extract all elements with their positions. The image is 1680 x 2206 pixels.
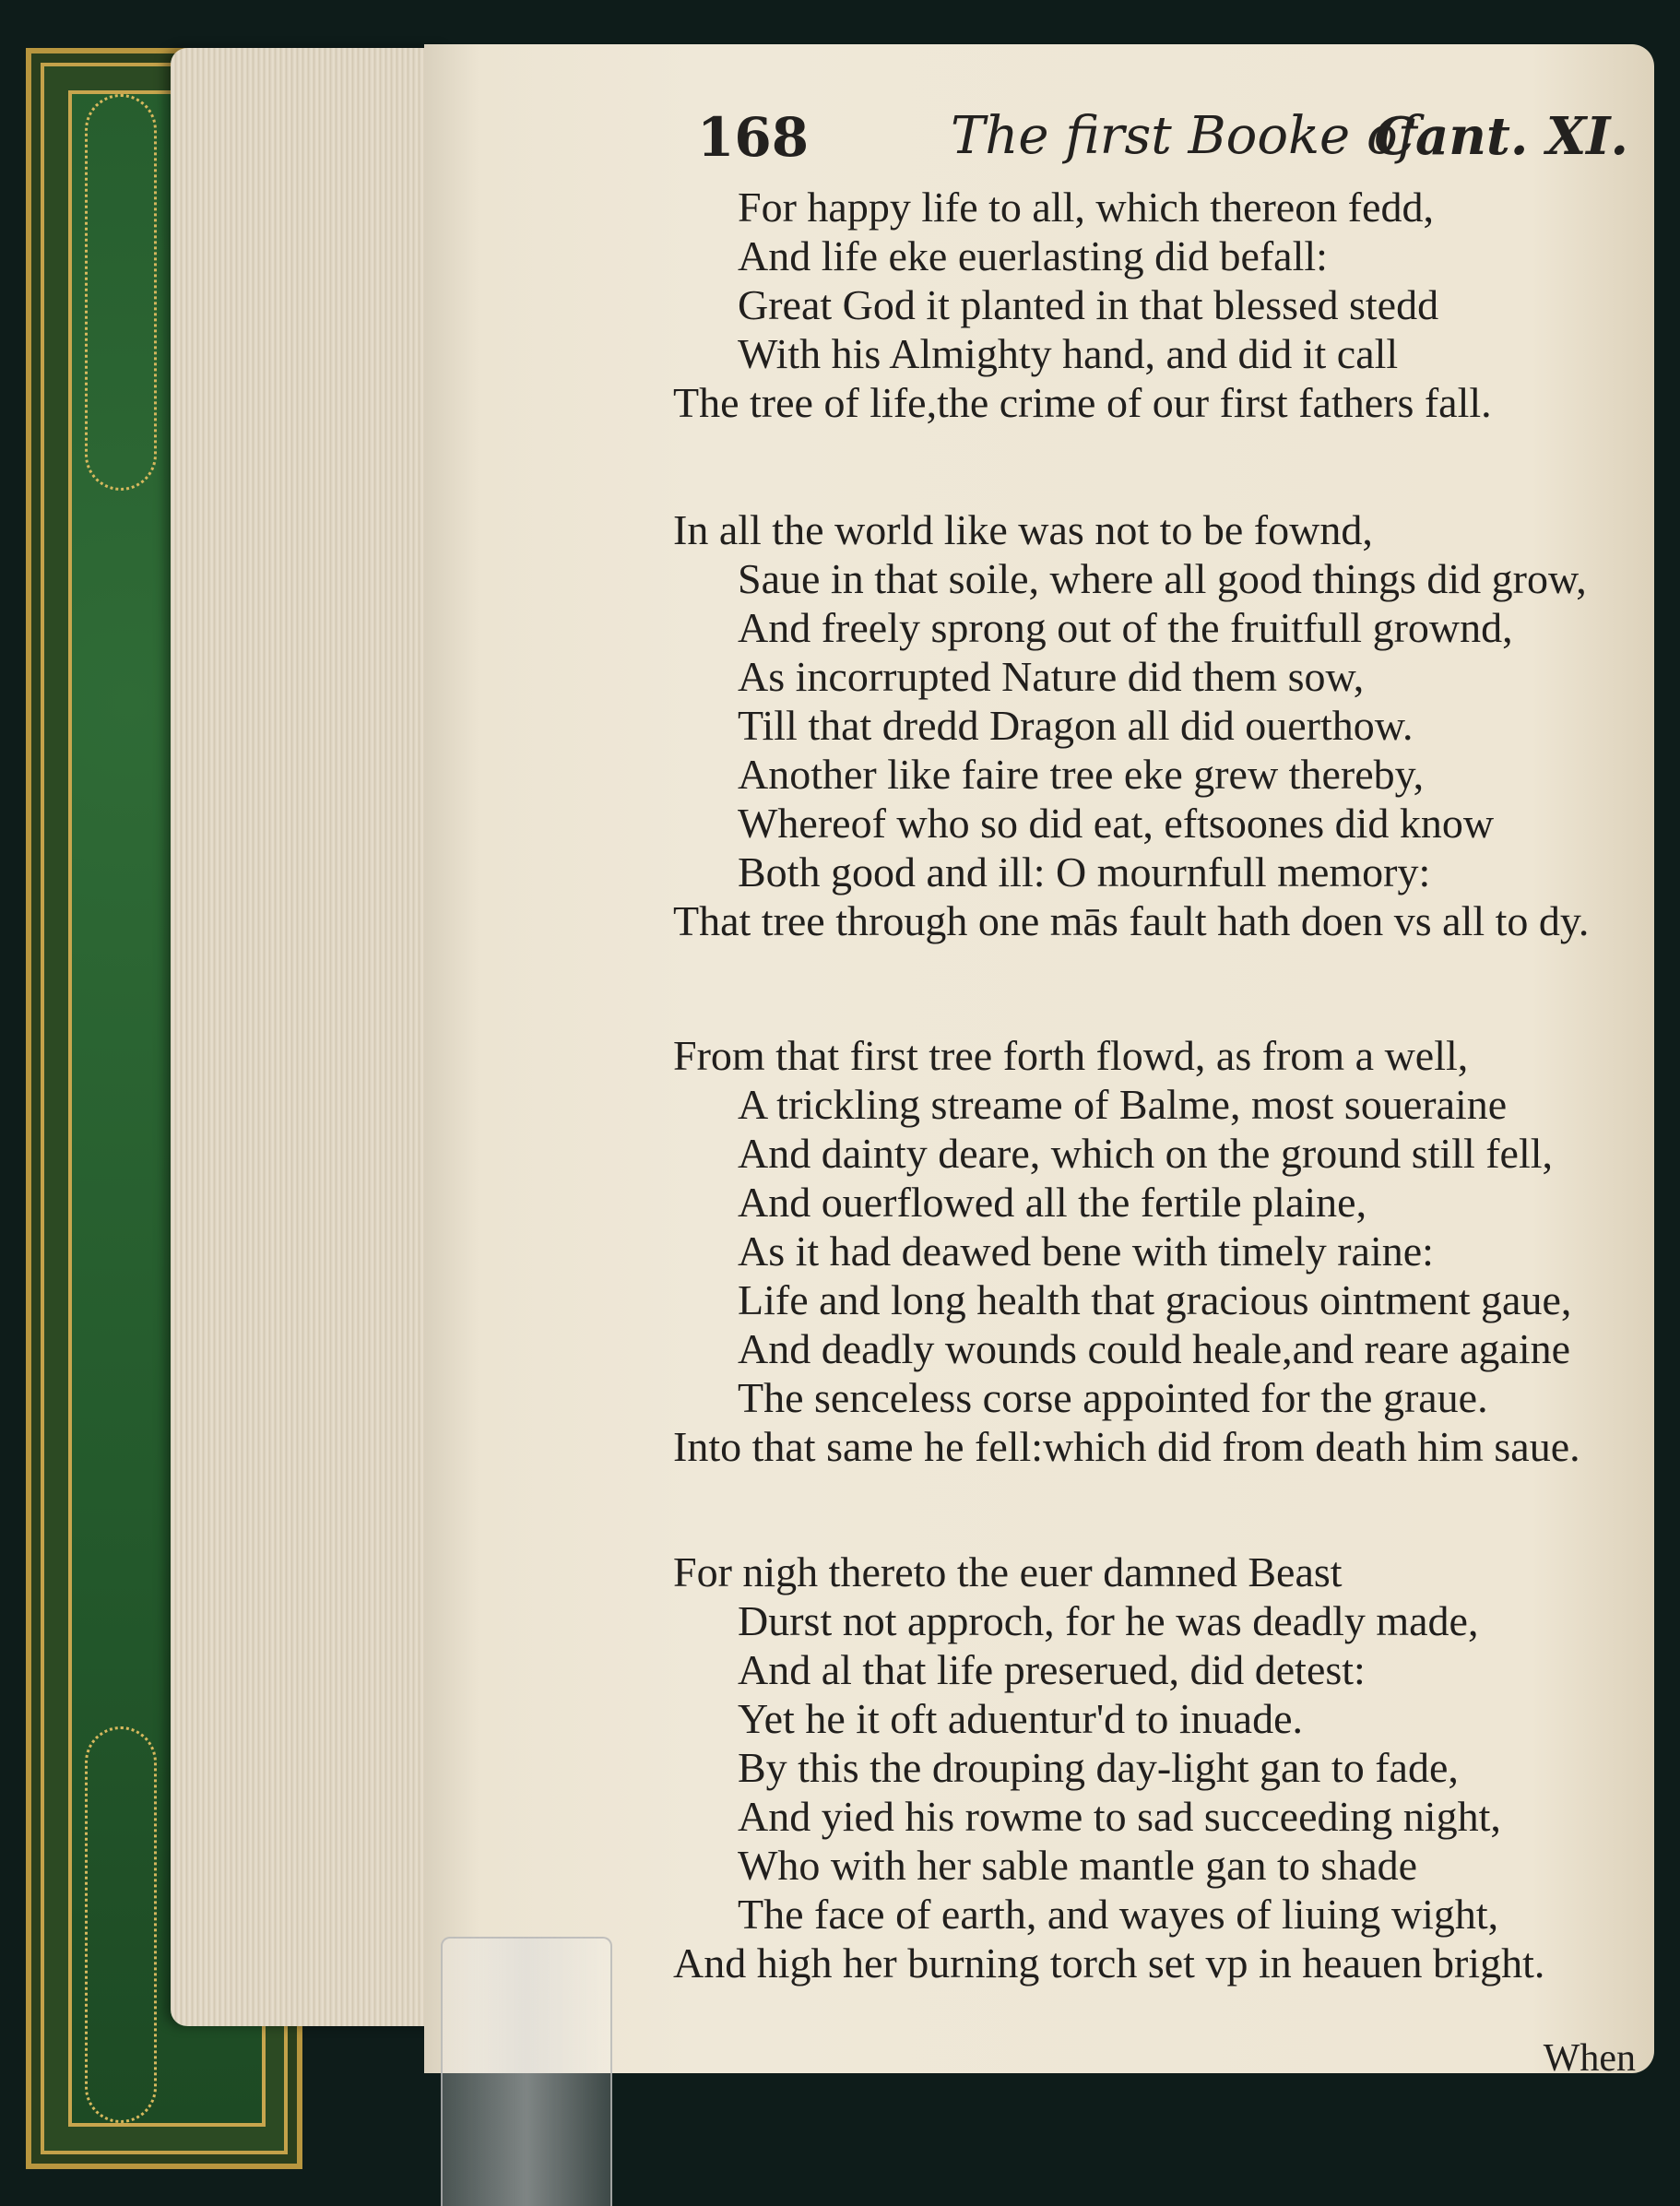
verse-line: Durst not approch, for he was deadly made, xyxy=(738,1597,1479,1644)
verse-line: Another like faire tree eke grew thereby, xyxy=(738,751,1425,798)
verse-line: For nigh thereto the euer damned Beast xyxy=(673,1548,1343,1595)
catchword: When xyxy=(1543,2037,1636,2080)
verse-line: Saue in that soile, where all good things did grow, xyxy=(738,555,1587,602)
verse-line: Who with her sable mantle gan to shade xyxy=(738,1842,1418,1889)
verse-line: Whereof who so did eat, eftsoones did know xyxy=(738,800,1495,847)
verse-line: With his Almighty hand, and did it call xyxy=(738,330,1399,377)
verse-line: And al that life preserued, did detest: xyxy=(738,1646,1366,1693)
verse-line: And freely sprong out of the fruitfull grownd, xyxy=(738,604,1513,651)
verse-line: As it had deawed bene with timely raine: xyxy=(738,1228,1434,1275)
page-edges xyxy=(171,48,447,2026)
canto-label: Cant. XI. xyxy=(1374,106,1628,167)
gilt-ornament xyxy=(85,1726,157,2123)
verse-line: For happy life to all, which thereon fedd, xyxy=(738,184,1434,231)
verse-line: And deadly wounds could heale,and reare againe xyxy=(738,1325,1571,1372)
running-title: The first Booke of xyxy=(951,106,1417,166)
verse-line: And dainty deare, which on the ground still fell, xyxy=(738,1130,1554,1177)
verse-line: In all the world like was not to be fownd, xyxy=(673,506,1373,553)
verse-line: Both good and ill: O mournfull memory: xyxy=(738,848,1431,895)
verse-line: From that first tree forth flowd, as from a well, xyxy=(673,1032,1469,1079)
verse-line: And ouerflowed all the fertile plaine, xyxy=(738,1179,1367,1226)
verse-line: And life eke euerlasting did befall: xyxy=(738,232,1328,279)
verse-line: Yet he it oft aduentur'd to inuade. xyxy=(738,1695,1304,1742)
page-clip xyxy=(441,1937,612,2206)
verse-line: Into that same he fell:which did from death him saue. xyxy=(673,1423,1580,1470)
verse-line: Great God it planted in that blessed stedd xyxy=(738,281,1439,328)
verse-line: The senceless corse appointed for the graue. xyxy=(738,1374,1488,1421)
verse-line: By this the drouping day-light gan to fade, xyxy=(738,1744,1459,1791)
stanza-4 xyxy=(673,1548,1632,1987)
verse-line: The tree of life,the crime of our first fathers fall. xyxy=(673,379,1492,426)
stanza-1 xyxy=(673,183,1632,427)
verse-line: A trickling streame of Balme, most soueraine xyxy=(738,1081,1508,1128)
verse-line: The face of earth, and wayes of liuing wight, xyxy=(738,1891,1499,1938)
verse-line: And high her burning torch set vp in heauen bright. xyxy=(673,1939,1545,1987)
verse-line: Life and long health that gracious ointment gaue, xyxy=(738,1276,1572,1323)
stanza-3 xyxy=(673,1031,1632,1471)
page-header xyxy=(697,106,1628,180)
page-number: 168 xyxy=(697,106,810,169)
verse-line: As incorrupted Nature did them sow, xyxy=(738,653,1365,700)
verse-line: That tree through one mās fault hath doen vs all to dy. xyxy=(673,897,1590,944)
stanza-2 xyxy=(673,505,1632,945)
verse-line: Till that dredd Dragon all did ouerthow. xyxy=(738,702,1414,749)
gilt-ornament xyxy=(85,94,157,491)
verse-line: And yied his rowme to sad succeeding night, xyxy=(738,1793,1501,1840)
